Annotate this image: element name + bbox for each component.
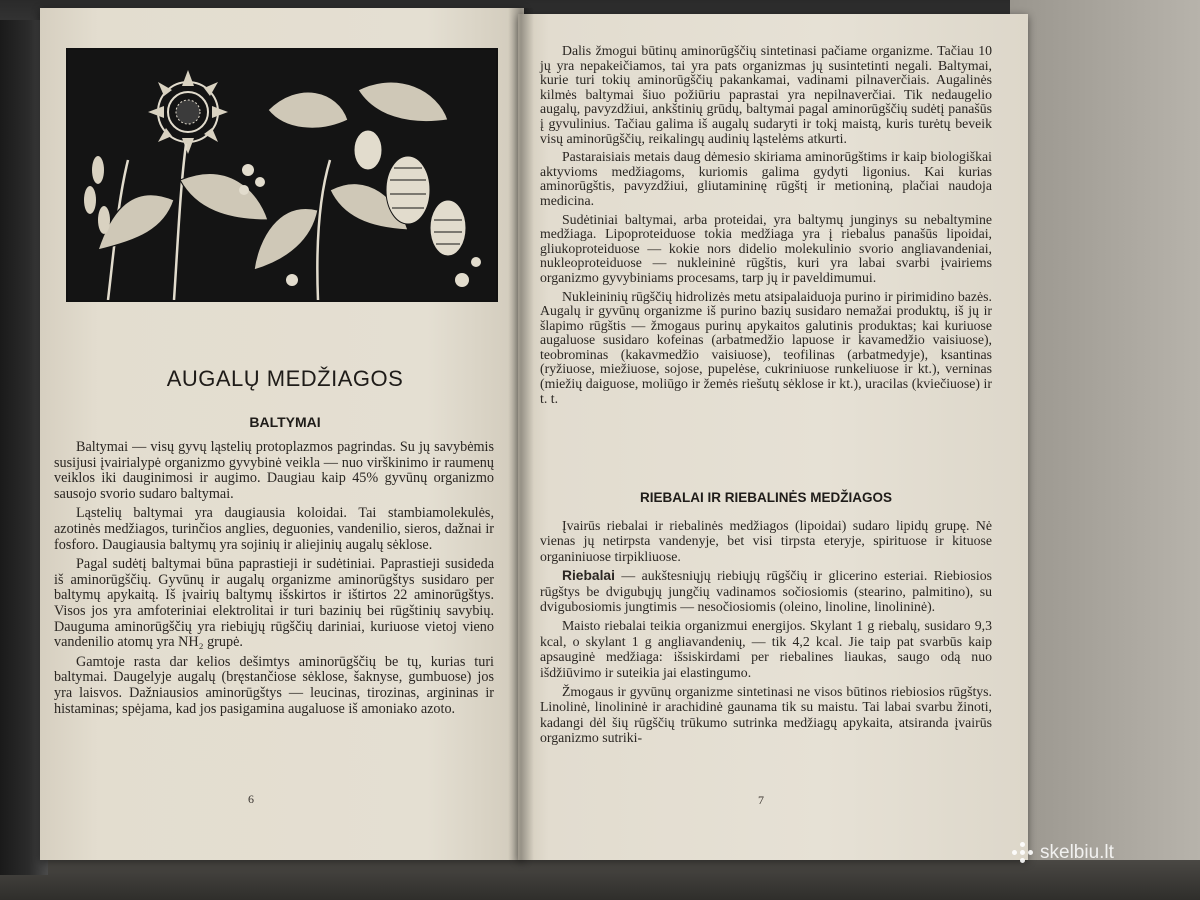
paragraph: Pagal sudėtį baltymai būna paprastieji ir sudėtiniai. Paprastieji susideda iš aminorūgščių. Gyvūnų ir augalų organizme aminorūgštys susidaro per baltymų apykaitą. Iš įvairių baltymų išskirtos ir ištirtos 22 aminorūgštys. Visos jos yra amfoteriniai elektrolitai ir turi bazinių bei rūgštinių savybių. Dauguma aminorūgščių yra riebiųjų rūgščių dariniai, kuriuose vietoj vieno vandenilio atomų yra NH₂ grupė. (54, 556, 494, 651)
paragraph: Įvairūs riebalai ir riebalinės medžiagos (lipoidai) sudaro lipidų grupę. Nė vienas jų netirpsta vandenyje, bet visi tirpsta eteryje, spirituose ir kituose organiniuose tirpikliuose. (540, 518, 992, 564)
paragraph-riebalai (540, 568, 992, 614)
paragraph: Nukleininių rūgščių hidrolizės metu atsipalaiduoja purino ir pirimidino bazės. Augalų ir gyvūnų organizme iš purino bazių susidaro nemažai produktų, iš jų ir šlapimo rūgštis — žmogaus purinų apykaitos galutinis produktas; kai kuriuose augaluose susidaro kofeinas (arbatmedžio lapuose ir kavamedžio vaisiuose), teobrominas (kakavmedžio vaisiuose), teofilinas (arbatmedyje), ksantinas (ryžiuose, miežiuose, sojose, pupelėse, cukriniuose runkeliuose ir kt.), verninas (miežių daiguose, moliūgo ir žemės riešutų sėklose ir kt.), uracilas (kviečiuose) ir t. t. (540, 288, 992, 406)
paragraph: Sudėtiniai baltymai, arba proteidai, yra baltymų junginys su nebaltymine medžiaga. Lipoproteiduose tokia medžiaga yra į riebalus panašūs lipoidai, gliukoproteiduose — kokie nors didelio molekulinio svorio angliavandeniai, nukleoproteiduose — nukleininė rūgštis, kuri yra labai svarbi įvairiems organizmo gyvybiniams procesams, tarp jų ir paveldimumui. (540, 211, 992, 285)
background-bottom (0, 860, 1200, 900)
right-page-body (540, 44, 992, 410)
background-right (1010, 0, 1200, 900)
paragraph: Ląstelių baltymai yra daugiausia koloidai. Tai stambiamolekulės, azotinės medžiagos, turinčios anglies, deguonies, vandenilio, sieros, dažnai ir fosforo. Daugiausia baltymų yra sojinių ir aliejinių augalų sėklose. (54, 505, 494, 553)
skelbiu-logo-icon (1012, 842, 1034, 864)
paragraph: Baltymai — visų gyvų ląstelių protoplazmos pagrindas. Su jų savybėmis susijusi įvairialypė organizmo gyvybinė veikla — nuo virškinimo ir raumenų veiklos iki dauginimosi ir augimo. Daugiau kaip 45% gyvūnų organizmo sausojo svorio sudaro baltymai. (54, 439, 494, 502)
paragraph: Dalis žmogui būtinų aminorūgščių sintetinasi pačiame organizme. Tačiau 10 jų yra nepakeičiamos, tai yra pats organizmas jų susintetinti negali. Baltymai, kurie turi tokių aminorūgščių pakankamai, vadinami pilnaverčiais. Augalinės kilmės baltymai šiuo požiūriu paprastai yra nepilnaverčiai. Tik nedaugelio augalų, pavyzdžiui, ankštinių grūdų, baltymai pagal aminorūgščių sudėtį panašūs į gyvulinius. Tačiau galima iš augalų sudaryti ir tokį maistą, kuris turėtų beveik visų aminorūgščių, reikalingų audinių ląstelėms atkurti. (540, 43, 992, 146)
section-title-riebalai: RIEBALAI IR RIEBALINĖS MEDŽIAGOS (639, 490, 892, 505)
botanical-woodcut-illustration (66, 48, 498, 302)
riebalai-definition: — aukštesniųjų riebiųjų rūgščių ir glicerino esteriai. Riebiosios rūgštys be dvigubųjų jungčių vadinamos sočiosiomis (stearino, palmitino), su dvigubosiomis jungtimis — nesočiosiomis (oleino, linoline, linolininė). (540, 568, 992, 615)
paragraph: Pastaraisiais metais daug dėmesio skiriama aminorūgštims ir kaip biologiškai aktyvioms medžiagoms, kuriomis galima gydyti ligonius. Kai kurias aminorūgštis, pavyzdžiui, gliutamininę rūgštį ir metioniną, plačiai naudoja medicina. (540, 149, 992, 208)
paragraph: Žmogaus ir gyvūnų organizme sintetinasi ne visos būtinos riebiosios rūgštys. Linolinė, linolininė ir arachidinė gaunama tik su maistu. Tai labai svarbu žinoti, kadangi dėl šių rūgščių trūkumo sutrinka medžiagų apykaita, atsiranda įvairūs organizmo sutriki- (540, 684, 992, 746)
left-page-body (54, 440, 494, 721)
paragraph: Maisto riebalai teikia organizmui energijos. Skylant 1 g riebalų, susidaro 9,3 kcal, o skylant 1 g angliavandenių, — tik 4,2 kcal. Jie taip pat svarbūs kaip apsauginė medžiaga: išsiskirdami per riebalines liaukas, saugo odą nuo išdžiūvimo ir suteikia jai elastingumo. (540, 618, 992, 680)
page-number-right: 7 (758, 793, 764, 807)
watermark-text: skelbiu.lt (1040, 842, 1114, 863)
page-number-left: 6 (248, 792, 254, 806)
section-title-baltymai: BALTYMAI (249, 414, 321, 430)
chapter-title: AUGALŲ MEDŽIAGOS (166, 366, 404, 391)
term-riebalai: Riebalai (562, 568, 615, 584)
skelbiu-watermark (1012, 842, 1114, 864)
right-page-body-lipids (540, 518, 992, 750)
paragraph: Gamtoje rasta dar kelios dešimtys aminorūgščių be tų, kurias turi baltymai. Daugelyje augalų (bręstančiose sėklose, šaknyse, gumbuose) jos yra laisvos. Dažniausios aminorūgštys — leucinas, tirozinas, argininas ir histaminas; spėjama, kad jos pasigamina augaluose iš amoniako azoto. (54, 653, 494, 717)
sunflower-hops-illustration-icon (68, 50, 496, 300)
book-gutter (508, 8, 534, 860)
